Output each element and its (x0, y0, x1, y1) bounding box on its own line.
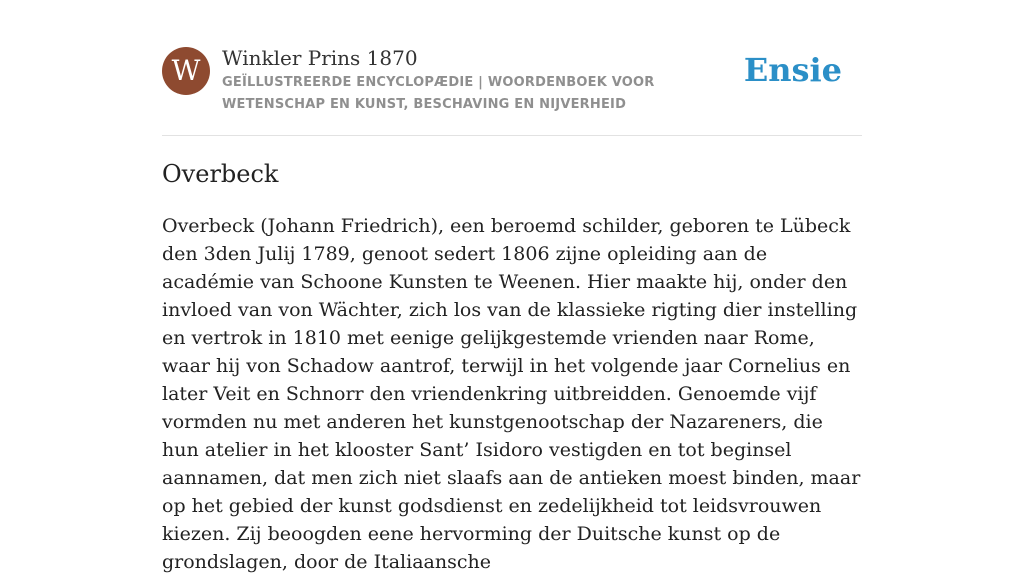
article-body: Overbeck (Johann Friedrich), een beroemd schilder, geboren te Lübeck den 3den Julij 1789, genoot sedert 1806 zijne opleiding aan de académie van Schoone Kunsten te Weenen. Hier maakte hij, onder den invloed van von Wächter, zich los van de klassieke rigting dier instelling en vertrok in 1810 met eenige gelijkgestemde vrienden naar Rome, waar hij von Schadow aantrof, terwijl in het volgende jaar Cornelius en later Veit en Schnorr den vriendenkring uitbreidden. Genoemde vijf vormden nu met anderen het kunstgenootschap der Nazareners, die hun atelier in het klooster Sant’ Isidoro vestigden en tot beginsel aannamen, dat men zich niet slaafs aan de antieken moest binden, maar op het gebied der kunst godsdienst en zedelijkheid tot leidsvrouwen kiezen. Zij beoogden eene hervorming der Duitsche kunst op de grondslagen, door de Italiaansche (162, 215, 861, 573)
article-title: Overbeck (162, 160, 279, 188)
source-avatar[interactable]: W (162, 47, 210, 95)
source-header (162, 0, 862, 136)
ensie-logo[interactable]: Ensie (743, 51, 842, 89)
source-title[interactable]: Winkler Prins 1870 (222, 46, 418, 70)
source-subtitle: GEÏLLUSTREERDE ENCYCLOPÆDIE | WOORDENBOEK VOOR WETENSCHAP EN KUNST, BESCHAVING EN NIJVERHEID (222, 75, 655, 112)
article-page (162, 0, 862, 573)
